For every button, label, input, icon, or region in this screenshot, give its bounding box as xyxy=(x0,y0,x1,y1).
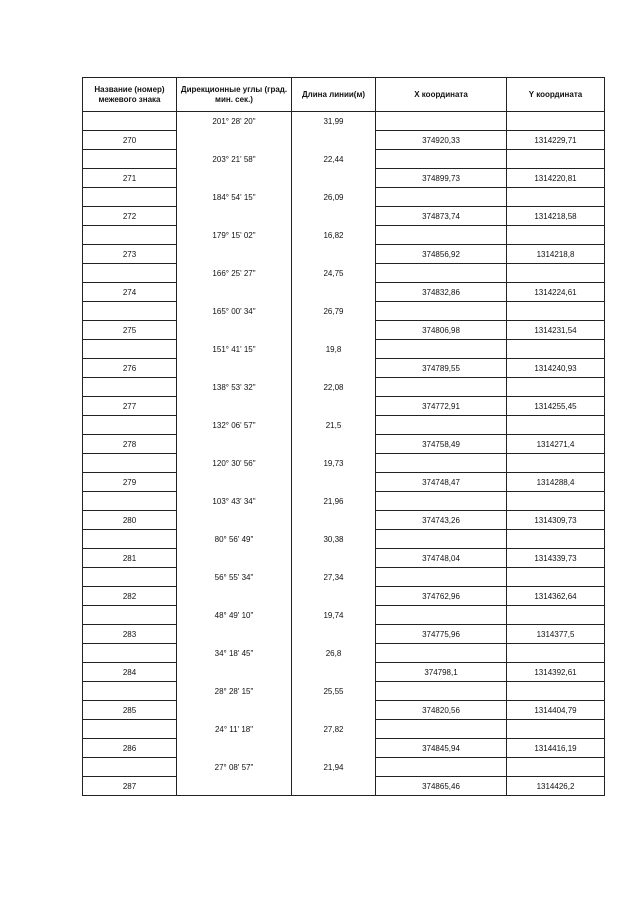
y-coordinate-cell xyxy=(507,112,605,131)
segment-row xyxy=(83,682,605,701)
line-length-cell xyxy=(292,625,376,644)
line-length-cell xyxy=(292,321,376,340)
direction-angle-cell xyxy=(177,321,292,340)
point-row xyxy=(83,625,605,644)
line-length-cell: 27,82 xyxy=(292,720,376,739)
line-length-cell xyxy=(292,511,376,530)
x-coordinate-cell: 374920,33 xyxy=(376,131,507,150)
point-name-cell: 283 xyxy=(83,625,177,644)
y-coordinate-cell: 1314218,58 xyxy=(507,207,605,226)
y-coordinate-cell xyxy=(507,720,605,739)
direction-angle-cell: 28° 28' 15" xyxy=(177,682,292,701)
table-header-row xyxy=(83,78,605,112)
x-coordinate-cell: 374789,55 xyxy=(376,359,507,378)
x-coordinate-cell: 374899,73 xyxy=(376,169,507,188)
line-length-cell: 22,08 xyxy=(292,378,376,397)
direction-angle-cell xyxy=(177,169,292,188)
direction-angle-cell xyxy=(177,663,292,682)
direction-angle-cell xyxy=(177,511,292,530)
line-length-cell: 21,5 xyxy=(292,416,376,435)
y-coordinate-cell: 1314426,2 xyxy=(507,777,605,796)
point-row xyxy=(83,473,605,492)
x-coordinate-cell xyxy=(376,340,507,359)
point-row xyxy=(83,739,605,758)
segment-row xyxy=(83,720,605,739)
x-coordinate-cell xyxy=(376,264,507,283)
y-coordinate-cell xyxy=(507,606,605,625)
point-name-cell xyxy=(83,264,177,283)
x-coordinate-cell xyxy=(376,226,507,245)
direction-angle-cell: 103° 43' 34" xyxy=(177,492,292,511)
header-angle: Дирекционные углы (град. мин. сек.) xyxy=(177,78,292,112)
segment-row xyxy=(83,606,605,625)
y-coordinate-cell xyxy=(507,492,605,511)
line-length-cell xyxy=(292,473,376,492)
point-name-cell: 276 xyxy=(83,359,177,378)
segment-row xyxy=(83,226,605,245)
y-coordinate-cell xyxy=(507,150,605,169)
x-coordinate-cell xyxy=(376,188,507,207)
point-row xyxy=(83,663,605,682)
segment-row xyxy=(83,568,605,587)
line-length-cell: 19,74 xyxy=(292,606,376,625)
header-x: X координата xyxy=(376,78,507,112)
line-length-cell xyxy=(292,587,376,606)
x-coordinate-cell xyxy=(376,454,507,473)
y-coordinate-cell xyxy=(507,454,605,473)
line-length-cell: 19,8 xyxy=(292,340,376,359)
x-coordinate-cell: 374748,04 xyxy=(376,549,507,568)
x-coordinate-cell: 374845,94 xyxy=(376,739,507,758)
line-length-cell: 16,82 xyxy=(292,226,376,245)
segment-row xyxy=(83,530,605,549)
point-name-cell xyxy=(83,682,177,701)
segment-row xyxy=(83,492,605,511)
y-coordinate-cell xyxy=(507,758,605,777)
x-coordinate-cell: 374743,26 xyxy=(376,511,507,530)
direction-angle-cell xyxy=(177,777,292,796)
point-row xyxy=(83,435,605,454)
point-row xyxy=(83,131,605,150)
x-coordinate-cell xyxy=(376,378,507,397)
point-row xyxy=(83,511,605,530)
point-name-cell: 285 xyxy=(83,701,177,720)
point-name-cell xyxy=(83,340,177,359)
segment-row xyxy=(83,112,605,131)
segment-row xyxy=(83,188,605,207)
line-length-cell: 31,99 xyxy=(292,112,376,131)
point-name-cell xyxy=(83,758,177,777)
y-coordinate-cell xyxy=(507,530,605,549)
y-coordinate-cell: 1314220,81 xyxy=(507,169,605,188)
y-coordinate-cell: 1314224,61 xyxy=(507,283,605,302)
x-coordinate-cell xyxy=(376,682,507,701)
segment-row xyxy=(83,150,605,169)
line-length-cell: 22,44 xyxy=(292,150,376,169)
y-coordinate-cell: 1314416,19 xyxy=(507,739,605,758)
line-length-cell xyxy=(292,283,376,302)
direction-angle-cell: 166° 25' 27" xyxy=(177,264,292,283)
line-length-cell: 24,75 xyxy=(292,264,376,283)
y-coordinate-cell: 1314240,93 xyxy=(507,359,605,378)
y-coordinate-cell: 1314377,5 xyxy=(507,625,605,644)
y-coordinate-cell: 1314362,64 xyxy=(507,587,605,606)
x-coordinate-cell xyxy=(376,302,507,321)
point-name-cell xyxy=(83,112,177,131)
direction-angle-cell: 165° 00' 34" xyxy=(177,302,292,321)
y-coordinate-cell xyxy=(507,378,605,397)
y-coordinate-cell xyxy=(507,302,605,321)
segment-row xyxy=(83,302,605,321)
point-name-cell xyxy=(83,606,177,625)
x-coordinate-cell xyxy=(376,530,507,549)
segment-row xyxy=(83,264,605,283)
x-coordinate-cell: 374873,74 xyxy=(376,207,507,226)
point-name-cell: 272 xyxy=(83,207,177,226)
point-row xyxy=(83,701,605,720)
point-row xyxy=(83,359,605,378)
line-length-cell: 25,55 xyxy=(292,682,376,701)
direction-angle-cell: 24° 11' 18" xyxy=(177,720,292,739)
line-length-cell xyxy=(292,435,376,454)
x-coordinate-cell xyxy=(376,416,507,435)
direction-angle-cell xyxy=(177,359,292,378)
point-name-cell xyxy=(83,568,177,587)
direction-angle-cell: 80° 56' 49" xyxy=(177,530,292,549)
header-y: Y координата xyxy=(507,78,605,112)
direction-angle-cell: 138° 53' 32" xyxy=(177,378,292,397)
point-name-cell: 274 xyxy=(83,283,177,302)
point-name-cell: 275 xyxy=(83,321,177,340)
point-name-cell: 281 xyxy=(83,549,177,568)
y-coordinate-cell: 1314339,73 xyxy=(507,549,605,568)
direction-angle-cell: 203° 21' 58" xyxy=(177,150,292,169)
point-name-cell xyxy=(83,720,177,739)
point-row xyxy=(83,169,605,188)
point-name-cell: 271 xyxy=(83,169,177,188)
x-coordinate-cell: 374772,91 xyxy=(376,397,507,416)
y-coordinate-cell: 1314309,73 xyxy=(507,511,605,530)
point-name-cell xyxy=(83,530,177,549)
y-coordinate-cell xyxy=(507,188,605,207)
x-coordinate-cell: 374748,47 xyxy=(376,473,507,492)
y-coordinate-cell: 1314255,45 xyxy=(507,397,605,416)
y-coordinate-cell xyxy=(507,416,605,435)
line-length-cell xyxy=(292,701,376,720)
boundary-coordinates-table xyxy=(82,77,605,796)
segment-row xyxy=(83,758,605,777)
segment-row xyxy=(83,340,605,359)
y-coordinate-cell: 1314404,79 xyxy=(507,701,605,720)
point-name-cell: 282 xyxy=(83,587,177,606)
line-length-cell xyxy=(292,549,376,568)
line-length-cell: 21,96 xyxy=(292,492,376,511)
direction-angle-cell xyxy=(177,245,292,264)
point-row xyxy=(83,245,605,264)
x-coordinate-cell: 374865,46 xyxy=(376,777,507,796)
line-length-cell xyxy=(292,739,376,758)
x-coordinate-cell xyxy=(376,492,507,511)
direction-angle-cell: 120° 30' 56" xyxy=(177,454,292,473)
direction-angle-cell xyxy=(177,131,292,150)
x-coordinate-cell: 374832,86 xyxy=(376,283,507,302)
point-name-cell xyxy=(83,302,177,321)
y-coordinate-cell xyxy=(507,264,605,283)
line-length-cell xyxy=(292,359,376,378)
line-length-cell: 30,38 xyxy=(292,530,376,549)
line-length-cell: 27,34 xyxy=(292,568,376,587)
point-name-cell: 278 xyxy=(83,435,177,454)
direction-angle-cell: 201° 28' 20" xyxy=(177,112,292,131)
line-length-cell xyxy=(292,397,376,416)
x-coordinate-cell: 374820,56 xyxy=(376,701,507,720)
line-length-cell xyxy=(292,169,376,188)
line-length-cell xyxy=(292,207,376,226)
line-length-cell xyxy=(292,245,376,264)
x-coordinate-cell xyxy=(376,606,507,625)
x-coordinate-cell: 374775,96 xyxy=(376,625,507,644)
line-length-cell: 21,94 xyxy=(292,758,376,777)
point-name-cell: 277 xyxy=(83,397,177,416)
header-length: Длина линии(м) xyxy=(292,78,376,112)
direction-angle-cell xyxy=(177,625,292,644)
point-name-cell xyxy=(83,226,177,245)
line-length-cell xyxy=(292,131,376,150)
direction-angle-cell: 27° 08' 57" xyxy=(177,758,292,777)
direction-angle-cell xyxy=(177,283,292,302)
line-length-cell: 26,8 xyxy=(292,644,376,663)
segment-row xyxy=(83,378,605,397)
y-coordinate-cell xyxy=(507,340,605,359)
point-name-cell xyxy=(83,454,177,473)
y-coordinate-cell xyxy=(507,644,605,663)
segment-row xyxy=(83,644,605,663)
direction-angle-cell xyxy=(177,739,292,758)
line-length-cell: 26,79 xyxy=(292,302,376,321)
y-coordinate-cell xyxy=(507,682,605,701)
line-length-cell xyxy=(292,777,376,796)
point-row xyxy=(83,283,605,302)
x-coordinate-cell xyxy=(376,720,507,739)
x-coordinate-cell: 374806,98 xyxy=(376,321,507,340)
point-name-cell: 287 xyxy=(83,777,177,796)
direction-angle-cell xyxy=(177,587,292,606)
point-row xyxy=(83,777,605,796)
x-coordinate-cell xyxy=(376,568,507,587)
y-coordinate-cell xyxy=(507,226,605,245)
x-coordinate-cell xyxy=(376,150,507,169)
direction-angle-cell xyxy=(177,435,292,454)
point-row xyxy=(83,549,605,568)
x-coordinate-cell xyxy=(376,112,507,131)
direction-angle-cell xyxy=(177,549,292,568)
point-name-cell: 279 xyxy=(83,473,177,492)
segment-row xyxy=(83,416,605,435)
point-row xyxy=(83,397,605,416)
point-name-cell xyxy=(83,492,177,511)
direction-angle-cell: 184° 54' 15" xyxy=(177,188,292,207)
direction-angle-cell: 48° 49' 10" xyxy=(177,606,292,625)
point-name-cell: 280 xyxy=(83,511,177,530)
direction-angle-cell: 56° 55' 34" xyxy=(177,568,292,587)
point-name-cell: 284 xyxy=(83,663,177,682)
line-length-cell: 26,09 xyxy=(292,188,376,207)
line-length-cell: 19,73 xyxy=(292,454,376,473)
direction-angle-cell: 151° 41' 15" xyxy=(177,340,292,359)
x-coordinate-cell: 374798,1 xyxy=(376,663,507,682)
point-name-cell xyxy=(83,378,177,397)
y-coordinate-cell: 1314271,4 xyxy=(507,435,605,454)
y-coordinate-cell: 1314229,71 xyxy=(507,131,605,150)
y-coordinate-cell: 1314218,8 xyxy=(507,245,605,264)
direction-angle-cell: 132° 06' 57" xyxy=(177,416,292,435)
direction-angle-cell xyxy=(177,701,292,720)
header-name: Название (номер) межевого знака xyxy=(83,78,177,112)
direction-angle-cell: 179° 15' 02" xyxy=(177,226,292,245)
segment-row xyxy=(83,454,605,473)
y-coordinate-cell: 1314231,54 xyxy=(507,321,605,340)
x-coordinate-cell: 374762,96 xyxy=(376,587,507,606)
point-row xyxy=(83,587,605,606)
x-coordinate-cell xyxy=(376,644,507,663)
direction-angle-cell xyxy=(177,397,292,416)
x-coordinate-cell xyxy=(376,758,507,777)
point-name-cell xyxy=(83,644,177,663)
y-coordinate-cell: 1314288,4 xyxy=(507,473,605,492)
line-length-cell xyxy=(292,663,376,682)
x-coordinate-cell: 374758,49 xyxy=(376,435,507,454)
point-name-cell xyxy=(83,416,177,435)
point-name-cell: 286 xyxy=(83,739,177,758)
point-row xyxy=(83,207,605,226)
direction-angle-cell xyxy=(177,473,292,492)
point-row xyxy=(83,321,605,340)
point-name-cell xyxy=(83,150,177,169)
direction-angle-cell: 34° 18' 45" xyxy=(177,644,292,663)
point-name-cell: 273 xyxy=(83,245,177,264)
y-coordinate-cell xyxy=(507,568,605,587)
table-body xyxy=(83,112,605,796)
direction-angle-cell xyxy=(177,207,292,226)
y-coordinate-cell: 1314392,61 xyxy=(507,663,605,682)
x-coordinate-cell: 374856,92 xyxy=(376,245,507,264)
point-name-cell xyxy=(83,188,177,207)
point-name-cell: 270 xyxy=(83,131,177,150)
